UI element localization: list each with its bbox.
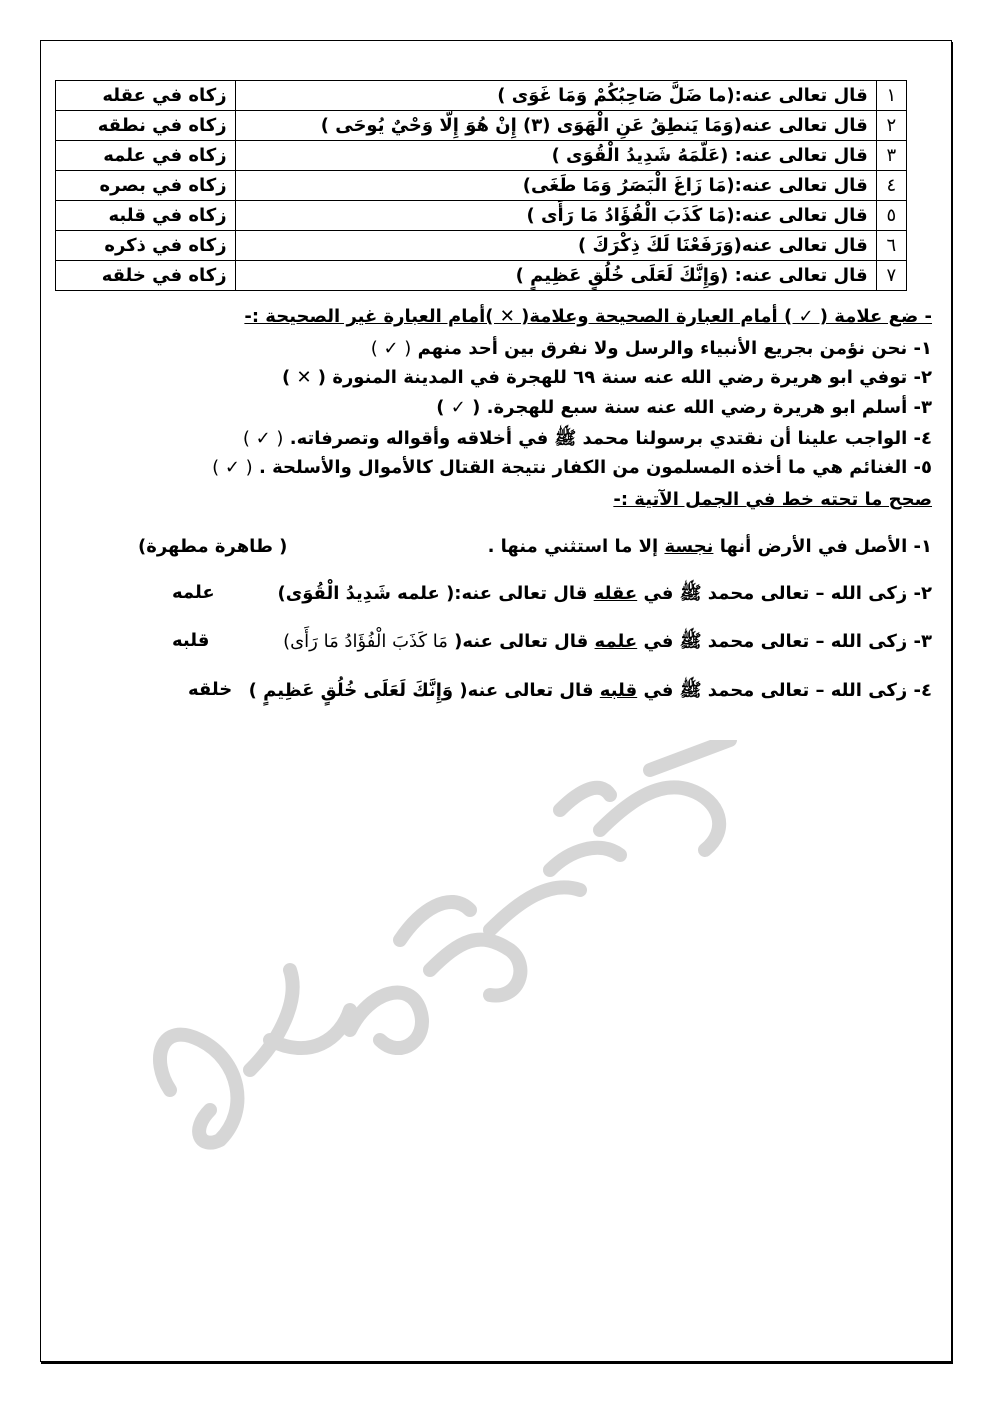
underlined-word: نجسة (664, 536, 714, 557)
true-false-item (371, 338, 932, 359)
statement-text: ٤- الواجب علينا أن نقتدي برسولنا محمد ﷺ في أخلاقه وأقواله وتصرفاته. (289, 428, 932, 449)
result-cell: زكاه في بصره (56, 171, 236, 201)
sentence-after: قال تعالى عنه( (453, 680, 600, 701)
correction-item (283, 630, 932, 656)
row-number: ٢ (876, 111, 906, 141)
verse-cell: قال تعالى عنه: (عَلَّمَهُ شَدِيدُ الْقُوَى ) (235, 141, 876, 171)
verse-cell: قال تعالى عنه(وَمَا يَنطِقُ عَنِ الْهَوَى (٣) إِنْ هُوَ إِلَّا وَحْيٌ يُوحَى ) (235, 111, 876, 141)
true-false-item (436, 397, 932, 418)
correction-item (249, 679, 932, 705)
result-cell: زكاه في ذكره (56, 231, 236, 261)
sentence-before: ٣- زكى الله – تعالى محمد ﷺ في (637, 631, 932, 652)
row-number: ١ (876, 81, 906, 111)
verse-cell: قال تعالى عنه:(ما ضَلَّ صَاحِبُكُمْ وَمَا غَوَى ) (235, 81, 876, 111)
underlined-word: علمه (594, 631, 638, 652)
row-number: ٧ (876, 261, 906, 291)
verse-cell: قال تعالى عنه: (وَإِنَّكَ لَعَلَى خُلُقٍ عَظِيمٍ ) (235, 261, 876, 291)
row-number: ٣ (876, 141, 906, 171)
correction-item (277, 582, 932, 608)
true-false-heading: - ضع علامة ( ✓ ) أمام العبارة الصحيحة وعلامة( ✕ )أمام العبارة غير الصحيحة :- (244, 306, 932, 327)
true-false-item (212, 457, 932, 478)
result-cell: زكاه في نطقه (56, 111, 236, 141)
sentence-verse: علمه شَدِيدُ الْقُوَى) (277, 583, 440, 604)
table-row (56, 171, 907, 201)
underlined-word: قلبه (599, 680, 638, 701)
table-row (56, 111, 907, 141)
answer-mark: ( ✓ ) (242, 428, 284, 449)
statement-text: ٢- توفي ابو هريرة رضي الله عنه سنة ٦٩ للهجرة في المدينة المنورة (332, 367, 932, 388)
statement-text: ٣- أسلم ابو هريرة رضي الله عنه سنة سبع للهجرة. (486, 397, 932, 418)
sentence-verse: مَا كَذَبَ الْفُؤَادُ مَا رَأَى) (283, 631, 448, 652)
table-row (56, 231, 907, 261)
correction-answer: ( طاهرة مطهرة) (138, 536, 288, 557)
table-row (56, 201, 907, 231)
verse-cell: قال تعالى عنه(وَرَفَعْنَا لَكَ ذِكْرَكَ ) (235, 231, 876, 261)
true-false-item (243, 427, 932, 453)
correction-answer: قلبه (172, 630, 210, 651)
result-cell: زكاه في قلبه (56, 201, 236, 231)
sentence-before: ٢- زكى الله – تعالى محمد ﷺ في (637, 583, 932, 604)
table-row (56, 141, 907, 171)
underlined-word: عقله (593, 583, 638, 604)
answer-mark: ( ✓ ) (436, 397, 481, 418)
correction-answer: خلقه (188, 679, 233, 700)
table-row (56, 261, 907, 291)
sentence-after: إلا ما استثني منها . (487, 536, 665, 557)
correction-item (488, 536, 932, 557)
row-number: ٥ (876, 201, 906, 231)
sentence-before: ٤- زكى الله – تعالى محمد ﷺ في (637, 680, 932, 701)
verses-table (55, 80, 907, 291)
result-cell: زكاه في عقله (56, 81, 236, 111)
answer-mark: ( ✓ ) (370, 338, 412, 359)
correction-answer: علمه (172, 582, 215, 603)
result-cell: زكاه في خلقه (56, 261, 236, 291)
row-number: ٦ (876, 231, 906, 261)
result-cell: زكاه في علمه (56, 141, 236, 171)
correction-heading: صحح ما تحته خط في الجمل الآتية :- (613, 489, 932, 510)
statement-text: ١- نحن نؤمن بجريع الأنبياء والرسل ولا نفرق بين أحد منهم (417, 338, 932, 359)
verse-cell: قال تعالى عنه:(مَا كَذَبَ الْفُؤَادُ مَا رَأَى ) (235, 201, 876, 231)
table-row (56, 81, 907, 111)
true-false-item (282, 367, 932, 388)
row-number: ٤ (876, 171, 906, 201)
sentence-after: قال تعالى عنه:( (439, 583, 594, 604)
answer-mark: ( ✓ ) (212, 457, 253, 478)
sentence-after: قال تعالى عنه( (447, 631, 595, 652)
answer-mark: ( ✕ ) (281, 367, 327, 388)
sentence-before: ١- الأصل في الأرض أنها (713, 536, 932, 557)
statement-text: ٥- الغنائم هي ما أخذه المسلمون من الكفار نتيجة القتال كالأموال والأسلحة . (258, 457, 932, 478)
sentence-verse: وَإِنَّكَ لَعَلَى خُلُقٍ عَظِيمٍ ) (248, 680, 454, 701)
verse-cell: قال تعالى عنه:(مَا زَاغَ الْبَصَرُ وَمَا طَغَى) (235, 171, 876, 201)
